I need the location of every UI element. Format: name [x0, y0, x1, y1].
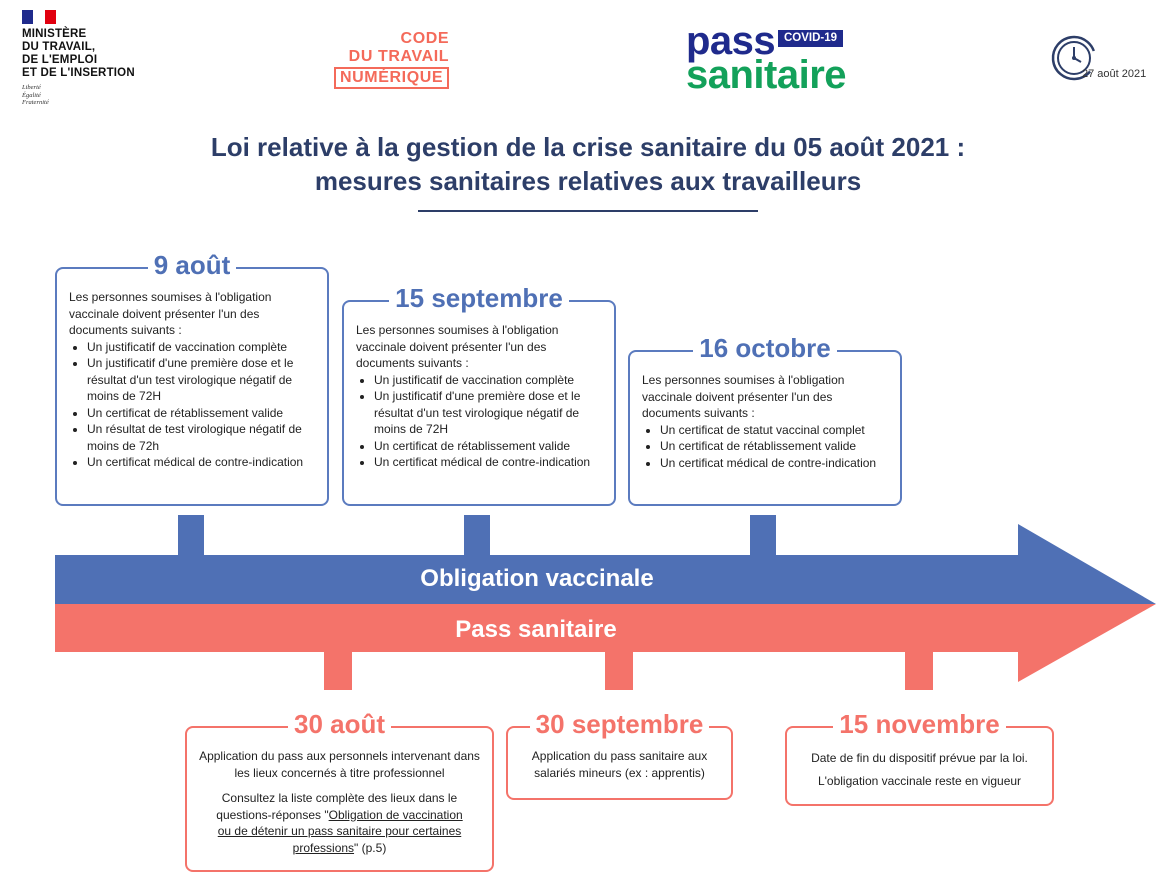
- box-title: 9 août: [148, 250, 237, 280]
- box-intro: Les personnes soumises à l'obligation vaccinale doivent présenter l'un des documents suivants :: [356, 323, 559, 370]
- box-title: 30 août: [288, 709, 391, 739]
- timeline-box-30-septembre: [506, 709, 733, 800]
- box-intro: Les personnes soumises à l'obligation vaccinale doivent présenter l'un des documents suivants :: [642, 373, 845, 420]
- box-title-wrap: [787, 709, 1052, 739]
- red-connector: [905, 650, 933, 690]
- pass-word: pass: [686, 19, 776, 63]
- blue-connector: [178, 515, 204, 555]
- box-title-wrap: [508, 709, 731, 739]
- box-title: 16 octobre: [693, 333, 837, 363]
- box-intro: Les personnes soumises à l'obligation vaccinale doivent présenter l'un des documents suivants :: [69, 290, 272, 337]
- sanitaire-word: sanitaire: [686, 53, 847, 97]
- motto-line: Égalité: [22, 91, 41, 99]
- list-item: • Un certificat de rétablissement valide: [660, 438, 890, 455]
- box-paragraph: [195, 790, 484, 856]
- list-item: • Un certificat médical de contre-indication: [87, 454, 317, 471]
- list-item: • Un justificatif de vaccination complète: [374, 372, 604, 389]
- box-paragraph: Application du pass aux personnels intervenant dans les lieux concernés à titre professionnel: [199, 749, 480, 780]
- title-line: mesures sanitaires relatives aux travailleurs: [314, 166, 862, 196]
- box-body: [195, 748, 484, 856]
- ministry-line: MINISTÈRE: [22, 28, 87, 40]
- timeline-box-15-novembre: [785, 709, 1054, 806]
- covid-badge: COVID-19: [778, 30, 843, 47]
- red-connector: [324, 650, 352, 690]
- list-item: • Un certificat de statut vaccinal complet: [660, 422, 890, 439]
- paragraph-text: " (p.5): [354, 840, 387, 855]
- box-title: 30 septembre: [530, 709, 710, 739]
- box-title: 15 novembre: [833, 709, 1005, 739]
- blue-connector: [750, 515, 776, 555]
- faq-link[interactable]: Obligation de vaccination ou de détenir un pass sanitaire pour certaines professions: [217, 807, 463, 855]
- motto-line: Liberté: [22, 84, 41, 91]
- ministry-line: ET DE L'INSERTION: [22, 67, 135, 79]
- list-item: • Un certificat de rétablissement valide: [374, 438, 604, 455]
- box-title: 15 septembre: [389, 283, 569, 313]
- cdtn-line: CODE: [400, 30, 450, 47]
- paragraph-text: Consultez la liste complète des lieux dans le questions-réponses ": [216, 791, 458, 822]
- list-item: • Un certificat médical de contre-indication: [660, 455, 890, 472]
- box-body: [795, 750, 1044, 789]
- list-item: • Un justificatif de vaccination complète: [87, 339, 317, 356]
- timeline-box-30-aout: [185, 709, 494, 872]
- box-paragraph: L'obligation vaccinale reste en vigueur: [817, 773, 1022, 788]
- box-body: [516, 748, 723, 781]
- list-item: • Un certificat médical de contre-indication: [374, 454, 604, 471]
- ministry-line: DE L'EMPLOI: [22, 54, 98, 66]
- pass-sanitaire-label: Pass sanitaire: [455, 616, 617, 643]
- ministry-line: DU TRAVAIL,: [22, 41, 96, 53]
- title-line: Loi relative à la gestion de la crise sanitaire du 05 août 2021 :: [210, 132, 966, 162]
- cdtn-line: DU TRAVAIL: [348, 48, 450, 65]
- box-paragraph: Date de fin du dispositif prévue par la loi.: [811, 751, 1028, 765]
- motto-line: Fraternité: [22, 99, 49, 106]
- list-item: • Un justificatif d'une première dose et le résultat d'un test virologique négatif de moins de 72H: [87, 355, 317, 405]
- publication-date: 27 août 2021: [1082, 68, 1147, 80]
- list-item: • Un justificatif d'une première dose et le résultat d'un test virologique négatif de moins de 72H: [374, 388, 604, 438]
- blue-connector: [464, 515, 490, 555]
- list-item: • Un résultat de test virologique négatif de moins de 72h: [87, 421, 317, 454]
- obligation-vaccinale-label: Obligation vaccinale: [420, 565, 654, 592]
- cdtn-line: NUMÉRIQUE: [334, 67, 449, 89]
- red-connector: [605, 650, 633, 690]
- box-paragraph: Application du pass sanitaire aux salariés mineurs (ex : apprentis): [531, 749, 708, 780]
- list-item: • Un certificat de rétablissement valide: [87, 405, 317, 422]
- box-title-wrap: [187, 709, 492, 739]
